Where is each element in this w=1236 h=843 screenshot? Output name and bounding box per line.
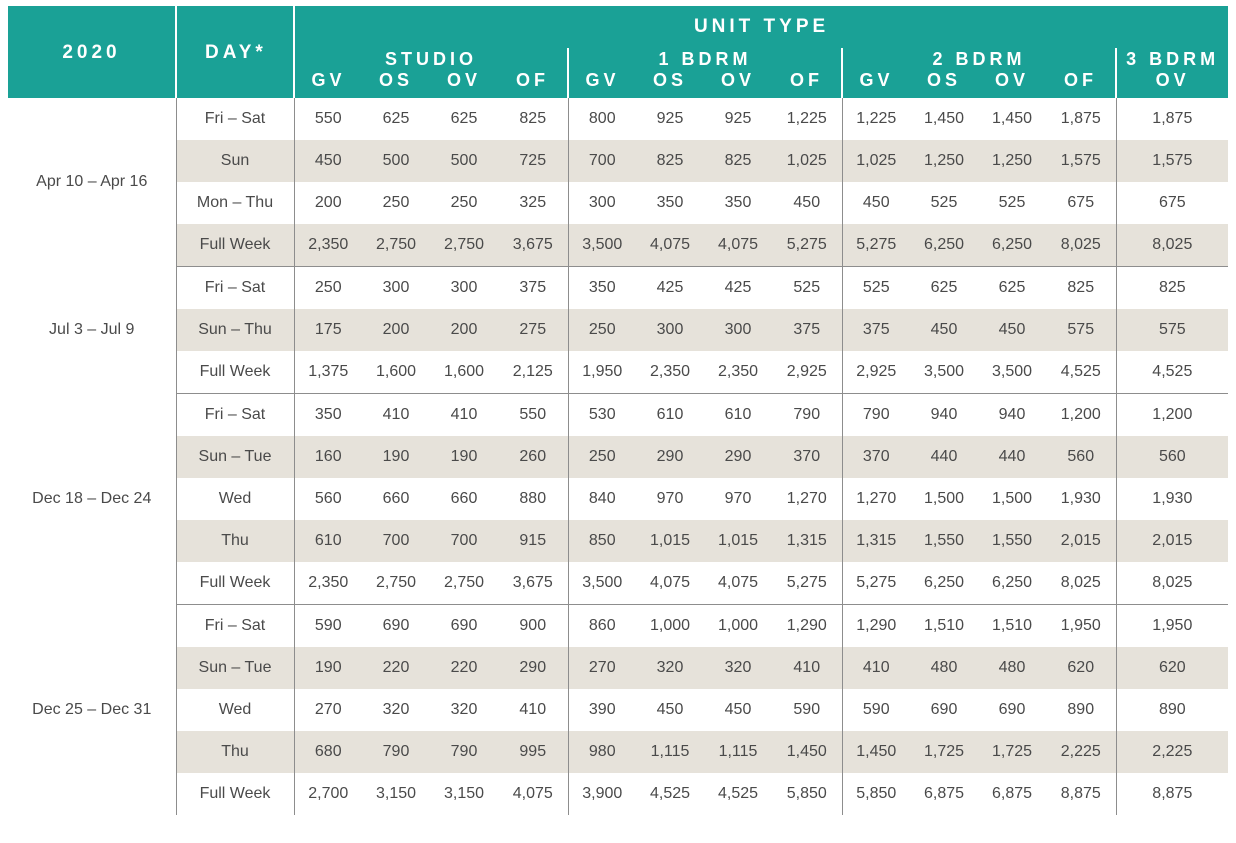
points-cell: 4,525 [1046, 351, 1116, 394]
points-cell: 1,250 [910, 140, 978, 182]
table-row [8, 605, 1228, 648]
points-cell: 825 [704, 140, 772, 182]
points-cell: 1,950 [1116, 605, 1228, 648]
points-cell: 270 [294, 689, 362, 731]
points-cell: 2,015 [1116, 520, 1228, 562]
points-cell: 450 [910, 309, 978, 351]
points-cell: 440 [978, 436, 1046, 478]
points-cell: 1,315 [842, 520, 910, 562]
points-cell: 590 [842, 689, 910, 731]
points-cell: 2,350 [636, 351, 704, 394]
table-row [8, 98, 1228, 140]
points-cell: 450 [724, 701, 752, 718]
table-row [8, 436, 1228, 478]
points-cell: 3,500 [910, 351, 978, 394]
points-cell: 4,525 [649, 785, 691, 802]
points-cell: 3,900 [568, 773, 636, 815]
points-cell: 270 [568, 647, 636, 689]
points-cell: 1,290 [842, 605, 910, 648]
points-cell: 375 [772, 309, 842, 351]
points-cell: 500 [362, 140, 430, 182]
table-body [8, 98, 1228, 815]
day-label: Mon – Thu [176, 182, 294, 224]
points-cell: 2,925 [842, 351, 910, 394]
col-header-2bdrm-gv: GV [842, 70, 910, 98]
col-header-2bdrm-os: OS [910, 70, 978, 98]
points-cell: 590 [793, 701, 821, 718]
points-cell: 290 [636, 436, 704, 478]
points-cell: 725 [498, 140, 568, 182]
points-cell: 620 [1116, 647, 1228, 689]
day-label: Full Week [176, 773, 294, 815]
points-cell: 6,250 [910, 224, 978, 267]
points-cell: 450 [294, 140, 362, 182]
points-cell: 300 [568, 182, 636, 224]
points-cell: 4,075 [636, 224, 704, 267]
points-cell: 450 [978, 309, 1046, 351]
points-cell: 175 [294, 309, 362, 351]
points-cell: 190 [362, 436, 430, 478]
points-cell: 790 [362, 731, 430, 773]
points-cell: 320 [382, 701, 410, 718]
points-cell: 880 [519, 490, 547, 507]
points-cell: 2,750 [362, 224, 430, 267]
points-cell: 200 [362, 309, 430, 351]
points-cell: 1,015 [704, 520, 772, 562]
points-cell: 480 [978, 647, 1046, 689]
points-cell: 500 [430, 140, 498, 182]
points-cell: 860 [568, 605, 636, 648]
points-cell: 2,225 [1046, 731, 1116, 773]
points-cell: 425 [656, 279, 684, 296]
points-cell: 590 [294, 605, 362, 648]
points-cell: 290 [704, 436, 772, 478]
day-label: Thu [176, 520, 294, 562]
points-cell: 450 [842, 182, 910, 224]
points-cell: 410 [772, 647, 842, 689]
points-cell: 300 [382, 279, 410, 296]
points-cell: 790 [793, 406, 821, 423]
points-cell: 410 [842, 647, 910, 689]
points-cell: 890 [1067, 701, 1095, 718]
points-cell: 8,875 [1060, 785, 1101, 802]
day-label: Sun – Tue [176, 436, 294, 478]
points-cell: 625 [998, 279, 1026, 296]
col-header-1bdrm-gv: GV [568, 70, 636, 98]
points-cell: 250 [382, 194, 410, 211]
period-label: Apr 10 – Apr 16 [8, 98, 176, 267]
points-cell: 1,575 [1116, 140, 1228, 182]
points-cell: 3,500 [568, 562, 636, 605]
day-label: Fri – Sat [176, 267, 294, 310]
table-row [8, 689, 1228, 731]
points-cell: 4,075 [704, 224, 772, 267]
year-header: 2020 [8, 6, 176, 98]
col-header-2bdrm-of: OF [1046, 70, 1116, 98]
points-chart-table [8, 6, 1228, 815]
points-cell: 8,025 [1116, 224, 1228, 267]
points-cell: 625 [930, 279, 958, 296]
table-row [8, 309, 1228, 351]
points-cell: 8,025 [1046, 562, 1116, 605]
points-cell: 1,725 [978, 731, 1046, 773]
table-row [8, 478, 1228, 520]
table-row [8, 182, 1228, 224]
points-cell: 8,875 [1116, 773, 1228, 815]
points-cell: 1,875 [1060, 110, 1101, 127]
points-cell: 1,115 [636, 731, 704, 773]
points-cell: 4,075 [636, 562, 704, 605]
group-header-2bdrm: 2 BDRM [842, 48, 1116, 70]
points-cell: 6,250 [978, 224, 1046, 267]
points-cell: 1,000 [649, 617, 691, 634]
points-cell: 575 [1116, 309, 1228, 351]
points-cell: 4,075 [512, 785, 553, 802]
points-cell: 700 [568, 140, 636, 182]
points-cell: 690 [382, 617, 410, 634]
points-cell: 1,600 [430, 351, 498, 394]
points-cell: 940 [930, 406, 958, 423]
points-cell: 940 [998, 406, 1026, 423]
period-label: Dec 18 – Dec 24 [8, 394, 176, 605]
points-cell: 675 [1067, 194, 1095, 211]
points-cell: 250 [568, 309, 636, 351]
points-cell: 220 [430, 647, 498, 689]
day-header: DAY* [176, 6, 294, 98]
points-cell: 1,950 [568, 351, 636, 394]
points-cell: 350 [294, 394, 362, 437]
points-cell: 1,950 [1060, 617, 1101, 634]
points-cell: 1,115 [704, 731, 772, 773]
col-header-studio-ov: OV [430, 70, 498, 98]
points-cell: 2,750 [362, 562, 430, 605]
col-header-1bdrm-ov: OV [704, 70, 772, 98]
points-cell: 1,575 [1046, 140, 1116, 182]
points-cell: 625 [450, 110, 478, 127]
day-label: Fri – Sat [176, 394, 294, 437]
points-cell: 550 [294, 98, 362, 140]
points-cell: 5,275 [842, 562, 910, 605]
points-cell: 250 [450, 194, 478, 211]
points-cell: 320 [450, 701, 478, 718]
table-row [8, 731, 1228, 773]
unit-type-header: UNIT TYPE [294, 6, 1228, 48]
points-cell: 1,200 [1060, 406, 1101, 423]
points-cell: 995 [498, 731, 568, 773]
col-header-studio-os: OS [362, 70, 430, 98]
points-cell: 690 [930, 701, 958, 718]
day-label: Full Week [176, 351, 294, 394]
points-cell: 250 [568, 436, 636, 478]
day-label: Full Week [176, 224, 294, 267]
group-header-1bdrm: 1 BDRM [568, 48, 842, 70]
points-cell: 8,025 [1046, 224, 1116, 267]
points-cell: 260 [498, 436, 568, 478]
points-cell: 300 [704, 309, 772, 351]
points-cell: 1,875 [1116, 98, 1228, 140]
points-cell: 1,930 [1116, 478, 1228, 520]
points-cell: 560 [294, 478, 362, 520]
points-cell: 1,500 [923, 490, 965, 507]
points-cell: 825 [1116, 267, 1228, 310]
points-cell: 375 [842, 309, 910, 351]
points-cell: 3,675 [498, 562, 568, 605]
points-cell: 2,015 [1046, 520, 1116, 562]
points-cell: 1,000 [717, 617, 759, 634]
points-cell: 1,025 [772, 140, 842, 182]
period-label: Jul 3 – Jul 9 [8, 267, 176, 394]
col-header-2bdrm-ov: OV [978, 70, 1046, 98]
points-cell: 680 [294, 731, 362, 773]
points-cell: 2,750 [430, 224, 498, 267]
points-cell: 6,875 [991, 785, 1033, 802]
points-cell: 2,750 [430, 562, 498, 605]
points-cell: 560 [1116, 436, 1228, 478]
points-cell: 5,275 [772, 224, 842, 267]
points-cell: 1,270 [842, 478, 910, 520]
points-cell: 375 [519, 279, 547, 296]
points-cell: 1,250 [978, 140, 1046, 182]
points-cell: 660 [382, 490, 410, 507]
points-cell: 610 [656, 406, 684, 423]
table-row [8, 351, 1228, 394]
points-cell: 2,125 [498, 351, 568, 394]
points-cell: 3,500 [978, 351, 1046, 394]
points-cell: 440 [910, 436, 978, 478]
points-cell: 370 [842, 436, 910, 478]
table-row [8, 267, 1228, 310]
points-cell: 275 [498, 309, 568, 351]
points-cell: 1,550 [910, 520, 978, 562]
day-label: Wed [176, 478, 294, 520]
points-cell: 8,025 [1116, 562, 1228, 605]
points-cell: 3,675 [498, 224, 568, 267]
points-cell: 190 [294, 647, 362, 689]
col-header-1bdrm-os: OS [636, 70, 704, 98]
group-header-studio: STUDIO [294, 48, 568, 70]
points-cell: 2,225 [1116, 731, 1228, 773]
points-cell: 350 [656, 194, 684, 211]
points-cell: 1,225 [786, 110, 827, 127]
table-row [8, 140, 1228, 182]
points-cell: 620 [1046, 647, 1116, 689]
points-cell: 2,925 [772, 351, 842, 394]
points-cell: 550 [519, 406, 547, 423]
col-header-3bdrm-ov: OV [1116, 70, 1228, 98]
table-row [8, 394, 1228, 437]
points-cell: 4,525 [1116, 351, 1228, 394]
points-cell: 5,850 [842, 773, 910, 815]
points-cell: 350 [724, 194, 752, 211]
points-cell: 560 [1046, 436, 1116, 478]
points-cell: 1,725 [910, 731, 978, 773]
col-header-1bdrm-of: OF [772, 70, 842, 98]
table-header [8, 6, 1228, 98]
points-cell: 525 [842, 267, 910, 310]
points-cell: 1,510 [991, 617, 1033, 634]
points-cell: 410 [450, 406, 478, 423]
points-cell: 1,510 [923, 617, 965, 634]
day-label: Fri – Sat [176, 98, 294, 140]
points-cell: 5,275 [772, 562, 842, 605]
points-cell: 4,525 [717, 785, 759, 802]
col-header-studio-gv: GV [294, 70, 362, 98]
points-cell: 610 [724, 406, 752, 423]
day-label: Fri – Sat [176, 605, 294, 648]
day-label: Sun [176, 140, 294, 182]
points-cell: 320 [636, 647, 704, 689]
day-label: Sun – Tue [176, 647, 294, 689]
points-cell: 790 [430, 731, 498, 773]
points-cell: 525 [998, 194, 1026, 211]
points-cell: 700 [362, 520, 430, 562]
points-cell: 980 [568, 731, 636, 773]
points-cell: 1,290 [786, 617, 827, 634]
points-cell: 1,270 [786, 490, 827, 507]
points-cell: 700 [430, 520, 498, 562]
points-cell: 530 [568, 394, 636, 437]
table-row [8, 773, 1228, 815]
points-cell: 450 [793, 194, 821, 211]
points-cell: 2,350 [294, 224, 362, 267]
points-cell: 2,350 [704, 351, 772, 394]
points-cell: 850 [568, 520, 636, 562]
points-cell: 1,225 [842, 98, 910, 140]
day-label: Thu [176, 731, 294, 773]
day-label: Sun – Thu [176, 309, 294, 351]
points-cell: 660 [450, 490, 478, 507]
day-label: Full Week [176, 562, 294, 605]
points-cell: 1,930 [1060, 490, 1101, 507]
points-cell: 690 [450, 617, 478, 634]
points-cell: 625 [382, 110, 410, 127]
period-label: Dec 25 – Dec 31 [8, 605, 176, 816]
points-cell: 160 [294, 436, 362, 478]
points-cell: 3,150 [443, 785, 485, 802]
table-row [8, 562, 1228, 605]
points-cell: 675 [1116, 182, 1228, 224]
points-cell: 525 [793, 279, 821, 296]
points-cell: 370 [772, 436, 842, 478]
points-cell: 250 [294, 267, 362, 310]
points-cell: 425 [724, 279, 752, 296]
points-cell: 790 [842, 394, 910, 437]
points-cell: 390 [568, 689, 636, 731]
points-cell: 2,350 [294, 562, 362, 605]
points-cell: 900 [519, 617, 547, 634]
points-cell: 4,075 [704, 562, 772, 605]
points-cell: 2,700 [294, 773, 362, 815]
points-cell: 320 [704, 647, 772, 689]
points-cell: 1,015 [636, 520, 704, 562]
points-cell: 925 [724, 110, 752, 127]
points-cell: 1,500 [991, 490, 1033, 507]
points-cell: 610 [294, 520, 362, 562]
points-cell: 1,600 [362, 351, 430, 394]
points-cell: 825 [636, 140, 704, 182]
points-cell: 825 [1067, 279, 1095, 296]
points-cell: 6,250 [910, 562, 978, 605]
points-cell: 1,450 [991, 110, 1033, 127]
points-cell: 825 [519, 110, 547, 127]
points-cell: 190 [430, 436, 498, 478]
points-cell: 970 [724, 490, 752, 507]
points-cell: 6,250 [978, 562, 1046, 605]
group-header-3bdrm: 3 BDRM [1116, 48, 1228, 70]
points-cell: 1,375 [294, 351, 362, 394]
points-cell: 890 [1116, 689, 1228, 731]
points-cell: 410 [519, 701, 547, 718]
points-cell: 3,150 [375, 785, 417, 802]
points-cell: 575 [1046, 309, 1116, 351]
points-cell: 925 [656, 110, 684, 127]
points-cell: 1,200 [1116, 394, 1228, 437]
points-cell: 290 [498, 647, 568, 689]
day-label: Wed [176, 689, 294, 731]
col-header-studio-of: OF [498, 70, 568, 98]
points-cell: 5,850 [786, 785, 827, 802]
points-cell: 1,025 [842, 140, 910, 182]
points-cell: 970 [656, 490, 684, 507]
points-cell: 1,315 [772, 520, 842, 562]
points-cell: 6,875 [923, 785, 965, 802]
points-cell: 200 [430, 309, 498, 351]
points-cell: 1,450 [842, 731, 910, 773]
points-cell: 5,275 [842, 224, 910, 267]
points-cell: 1,450 [772, 731, 842, 773]
points-cell: 800 [568, 98, 636, 140]
points-cell: 525 [930, 194, 958, 211]
points-cell: 1,550 [978, 520, 1046, 562]
points-cell: 480 [910, 647, 978, 689]
points-cell: 220 [362, 647, 430, 689]
points-cell: 300 [636, 309, 704, 351]
points-cell: 840 [568, 478, 636, 520]
points-cell: 350 [568, 267, 636, 310]
points-cell: 690 [998, 701, 1026, 718]
points-cell: 3,500 [568, 224, 636, 267]
points-cell: 915 [498, 520, 568, 562]
points-cell: 450 [656, 701, 684, 718]
points-cell: 300 [450, 279, 478, 296]
points-cell: 410 [382, 406, 410, 423]
points-cell: 200 [294, 182, 362, 224]
points-cell: 325 [519, 194, 547, 211]
table-row [8, 520, 1228, 562]
table-row [8, 647, 1228, 689]
points-cell: 1,450 [923, 110, 965, 127]
table-row [8, 224, 1228, 267]
